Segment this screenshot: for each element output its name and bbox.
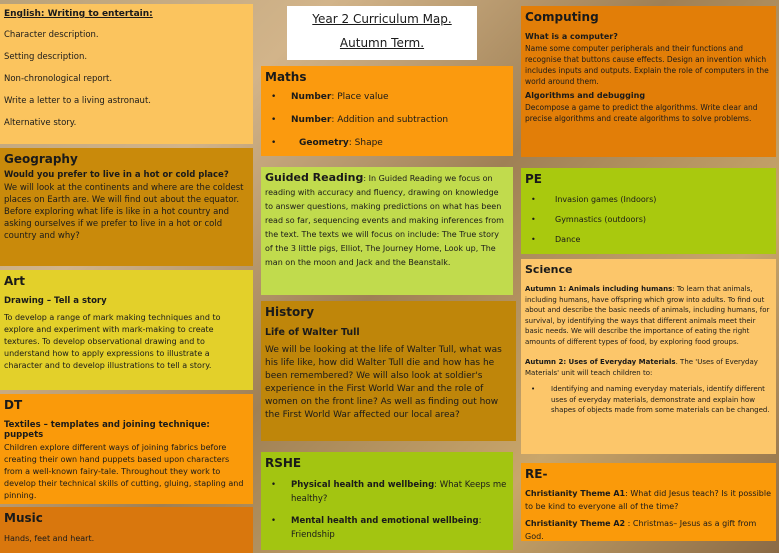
computing-subheading-2: Algorithms and debugging	[525, 91, 646, 100]
history-text: We will be looking at the life of Walter Tull, what was his life like, how did Walter Tull die and how has he been remembered? We will also look at soldier's experience in the First World War and the role of women on the front line? As well as finding out how the First World War affected our local area?	[265, 345, 502, 420]
list-item: • Gymnastics (outdoors)	[551, 210, 772, 230]
re-panel	[521, 463, 776, 541]
list-item: • Setting description.	[4, 46, 249, 68]
pe-list	[521, 188, 776, 250]
geography-text: We will look at the continents and where are the coldest places on Earth are. We will find out about the equator. Before exploring what life is like in a hot country and asking ourselves if we prefer to live in a hot or cold country and why?	[4, 183, 244, 241]
list-item: • Geometry: Shape	[291, 132, 509, 155]
science-list	[521, 378, 776, 416]
list-item: • Number: Place value	[291, 86, 509, 109]
list-item: • Identifying and naming everyday materials, identify different uses of everyday materials, demonstrate and explain how shapes of objects made from some materials can be changed.	[551, 384, 772, 416]
science-unit-1: Autumn 1: Animals including humans: To learn that animals, including humans, have offspring which grow into adults. To find out about and describe the basic needs of animals, including humans, for survival, by identifying the ways that different animals meet their basic needs. We will describe the importance of eating the right amounts of different types of food, by exploring food groups.	[525, 285, 770, 346]
english-panel	[0, 4, 253, 144]
page-title: Year 2 Curriculum Map.	[312, 12, 452, 26]
rshe-panel	[261, 452, 513, 550]
maths-heading: Maths	[265, 70, 307, 84]
guided-reading-text: Guided Reading: In Guided Reading we focus on reading with accuracy and fluency, drawing on knowledge to answer questions, making predictions on what has been read so far, sequencing events and making inferences from the text. The texts we will focus on include: The True story of the 3 little pigs, Elliot, The Journey Home, Look up, The man on the moon and Jack and the Beanstalk.	[265, 171, 504, 267]
dt-subheading: Textiles – templates and joining technique: puppets	[4, 420, 210, 440]
re-theme-1: Christianity Theme A1: What did Jesus teach? Is it possible to be kind to everyone all of the time?	[525, 489, 772, 511]
english-list	[0, 24, 253, 134]
dt-text: Children explore different ways of joining fabrics before creating their own hand puppets based upon characters from a well-known fairy-tale. Throughout they work to develop their technical skills of cutting, gluing, stapling and pinning.	[4, 443, 244, 500]
maths-panel	[261, 66, 513, 156]
dt-panel	[0, 394, 253, 504]
music-list	[0, 527, 253, 545]
history-heading: History	[265, 305, 315, 319]
guided-reading-heading: Guided Reading	[265, 171, 364, 184]
english-heading: English: Writing to entertain:	[4, 9, 153, 19]
list-item: • Non-chronological report.	[4, 68, 249, 90]
page-subtitle: Autumn Term.	[339, 36, 425, 50]
rshe-heading: RSHE	[265, 456, 302, 470]
computing-panel	[521, 6, 776, 157]
science-unit-2: Autumn 2: Uses of Everyday Materials. The 'Uses of Everyday Materials' unit will teach children to:	[525, 358, 758, 377]
list-item: • Alternative story.	[4, 112, 249, 134]
art-heading: Art	[4, 274, 25, 288]
pe-panel	[521, 168, 776, 254]
history-subheading: Life of Walter Tull	[265, 327, 360, 338]
list-item: • Invasion games (Indoors)	[551, 190, 772, 210]
re-heading: RE-	[525, 467, 548, 481]
list-item: • Character description.	[4, 24, 249, 46]
art-panel	[0, 270, 253, 390]
computing-text-1: Name some computer peripherals and their functions and recognise that buttons cause effects. Design an invention which includes inputs and outputs. Explain the role of computers in the world around them.	[525, 44, 769, 86]
geography-panel	[0, 148, 253, 266]
computing-subheading-1: What is a computer?	[525, 32, 618, 41]
re-theme-2: Christianity Theme A2 : Christmas– Jesus as a gift from God.	[525, 519, 757, 541]
dt-heading: DT	[4, 398, 23, 412]
list-item: • Hands, feet and heart.	[4, 533, 249, 545]
music-panel	[0, 507, 253, 553]
pe-heading: PE	[525, 172, 542, 186]
art-text: To develop a range of mark making techniques and to explore and experiment with mark-making to create textures. To develop observational drawing and to understand how to apply expressions to illustrate a character and to develop illustrations to tell a story.	[4, 313, 221, 370]
computing-text-2: Decompose a game to predict the algorithms. Write clear and precise algorithms and create algorithms to solve problems.	[525, 103, 758, 123]
list-item: • Write a letter to a living astronaut.	[4, 90, 249, 112]
title-panel	[287, 6, 477, 60]
guided-reading-panel	[261, 167, 513, 295]
list-item: • Number: Addition and subtraction	[291, 109, 509, 132]
science-panel	[521, 259, 776, 454]
music-heading: Music	[4, 511, 43, 525]
science-heading: Science	[525, 263, 573, 276]
maths-list	[261, 86, 513, 155]
history-panel	[261, 301, 516, 441]
art-subheading: Drawing – Tell a story	[4, 296, 107, 306]
list-item: • Physical health and wellbeing: What Keeps me healthy?	[291, 478, 509, 506]
geography-heading: Geography	[4, 152, 78, 166]
geography-question: Would you prefer to live in a hot or cold place?	[4, 170, 229, 180]
rshe-list	[261, 472, 513, 542]
list-item: • Mental health and emotional wellbeing: Friendship	[291, 514, 509, 542]
list-item: • Dance	[551, 230, 772, 250]
computing-heading: Computing	[525, 10, 599, 24]
